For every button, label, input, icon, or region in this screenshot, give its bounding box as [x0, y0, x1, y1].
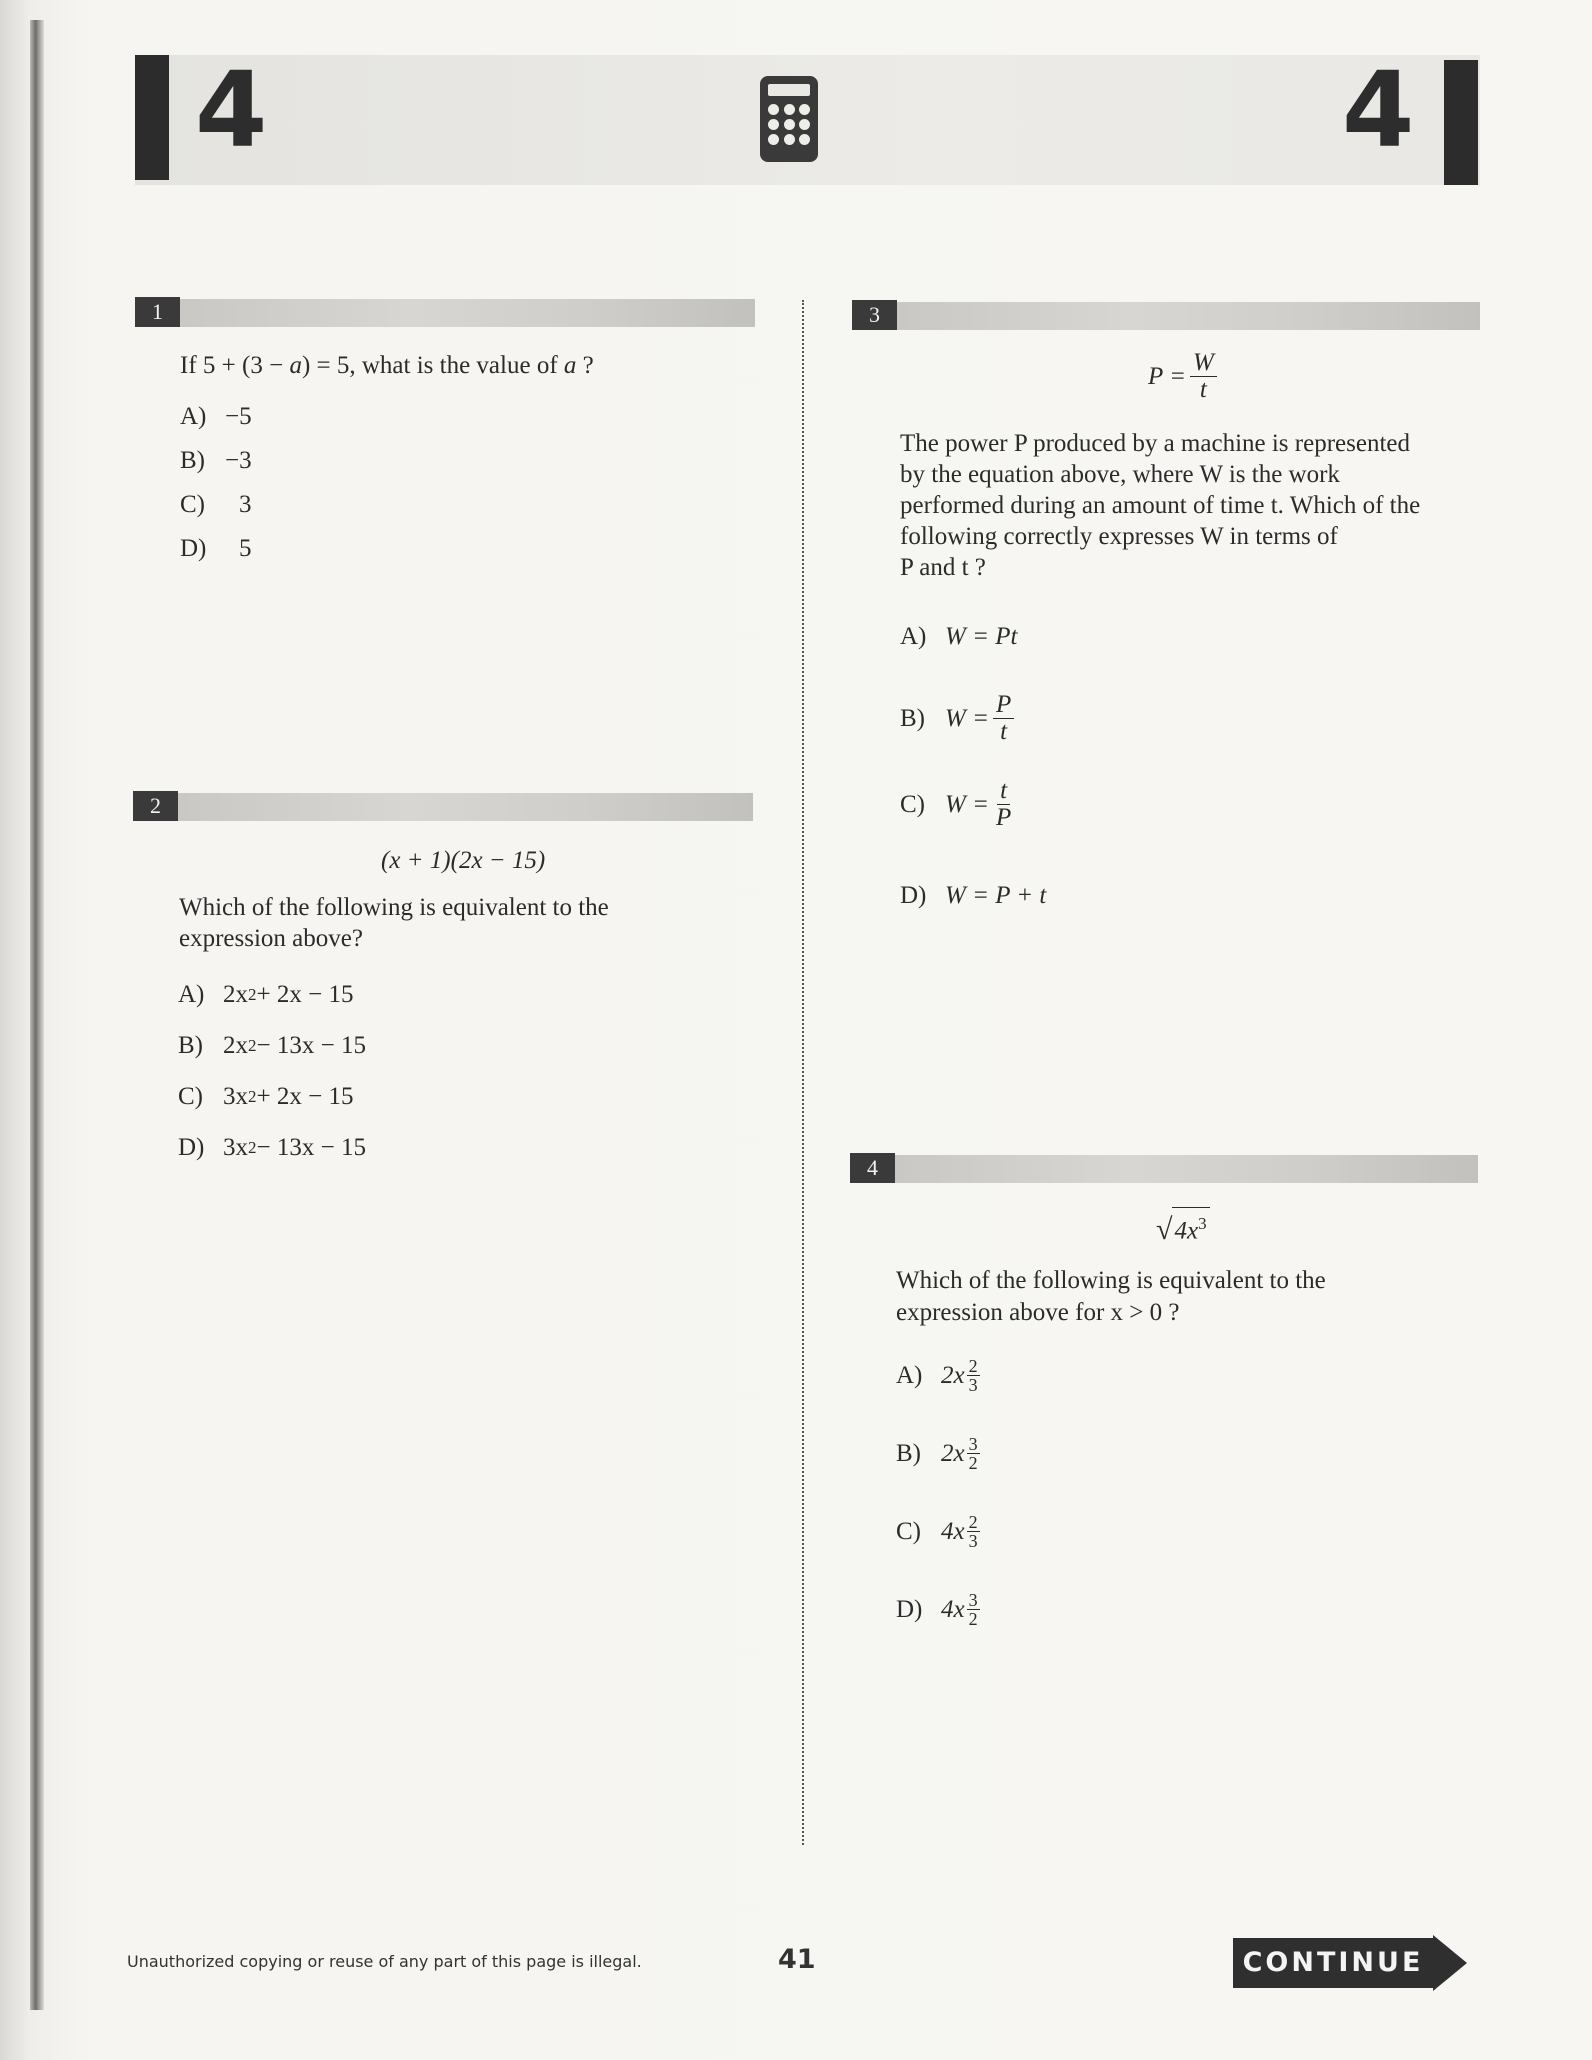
answer-choice-d[interactable]: D) 4x $\frac{3}{2}$	[896, 1590, 978, 1629]
answer-choice-a[interactable]: A) 2x 2 + 2x − 15	[178, 981, 354, 1008]
section-marker-bar-right	[1444, 60, 1478, 185]
question-2-header	[133, 791, 753, 821]
answer-choice-c[interactable]: C) 3x 2 + 2x − 15	[178, 1083, 354, 1110]
question-4-prompt-line-2: expression above for x > 0 ?	[896, 1299, 1180, 1326]
question-2-prompt-line-1: Which of the following is equivalent to the	[179, 894, 609, 921]
calculator-keys	[768, 104, 810, 145]
column-divider	[802, 300, 804, 1845]
radical-sign: √	[1156, 1213, 1173, 1247]
answer-choice-b[interactable]: B) 2x $\frac{3}{2}$	[896, 1434, 978, 1473]
continue-arrow-icon[interactable]	[1433, 1935, 1467, 1991]
question-4-expression: √ $4x^3$	[1156, 1207, 1210, 1247]
page-binding-shadow	[30, 20, 44, 2010]
question-3-prompt-line-1: The power P produced by a machine is represented	[900, 430, 1410, 457]
question-1-prompt: If 5 + (3 − a) = 5, what is the value of a ?	[180, 352, 594, 379]
question-number: 2	[133, 791, 178, 821]
answer-choice-a[interactable]: A) W = Pt	[900, 623, 1018, 650]
question-2-expression: (x + 1)(2x − 15)	[381, 847, 546, 874]
answer-choice-b[interactable]: B) W = $\frac{P}{t}$	[900, 692, 1018, 746]
answer-choice-c[interactable]: C) 4x $\frac{2}{3}$	[896, 1512, 978, 1551]
calculator-icon	[760, 76, 818, 162]
question-3-prompt-line-3: performed during an amount of time t. Which of the	[900, 492, 1421, 519]
answer-choice-d[interactable]: D) 3x 2 − 13x − 15	[178, 1134, 366, 1161]
question-3-header	[852, 300, 1480, 330]
answer-choice-d[interactable]: D) W = P + t	[900, 882, 1047, 909]
answer-choice-c[interactable]: C) W = $\frac{t}{P}$	[900, 777, 1012, 832]
question-1-header	[135, 297, 755, 327]
answer-choice-d[interactable]: D) 5	[180, 535, 252, 562]
answer-choice-b[interactable]: B) 2x 2 − 13x − 15	[178, 1032, 366, 1059]
section-marker-bar-left	[135, 55, 169, 180]
answer-choice-a[interactable]: A) −5	[180, 403, 252, 430]
answer-choice-b[interactable]: B) −3	[180, 447, 252, 474]
question-3-equation: P = $\frac{W}{t}$	[1148, 350, 1221, 404]
question-3-prompt-line-4: following correctly expresses W in terms of	[900, 523, 1338, 550]
copyright-notice: Unauthorized copying or reuse of any part of this page is illegal.	[127, 1952, 642, 1971]
continue-button[interactable]: CONTINUE	[1233, 1938, 1433, 1988]
question-2-prompt-line-2: expression above?	[179, 925, 363, 952]
section-number-left: 4	[195, 49, 268, 171]
page-number: 41	[778, 1944, 816, 1975]
answer-choice-a[interactable]: A) 2x $\frac{2}{3}$	[896, 1356, 978, 1395]
section-number-right: 4	[1342, 49, 1415, 171]
question-4-prompt-line-1: Which of the following is equivalent to the	[896, 1267, 1326, 1294]
question-3-prompt-line-5: P and t ?	[900, 554, 986, 581]
question-number: 3	[852, 300, 897, 330]
question-3-prompt-line-2: by the equation above, where W is the work	[900, 461, 1340, 488]
question-number: 1	[135, 297, 180, 327]
calculator-screen	[768, 84, 810, 96]
answer-choice-c[interactable]: C) 3	[180, 491, 252, 518]
question-number: 4	[850, 1153, 895, 1183]
question-4-header	[850, 1153, 1478, 1183]
